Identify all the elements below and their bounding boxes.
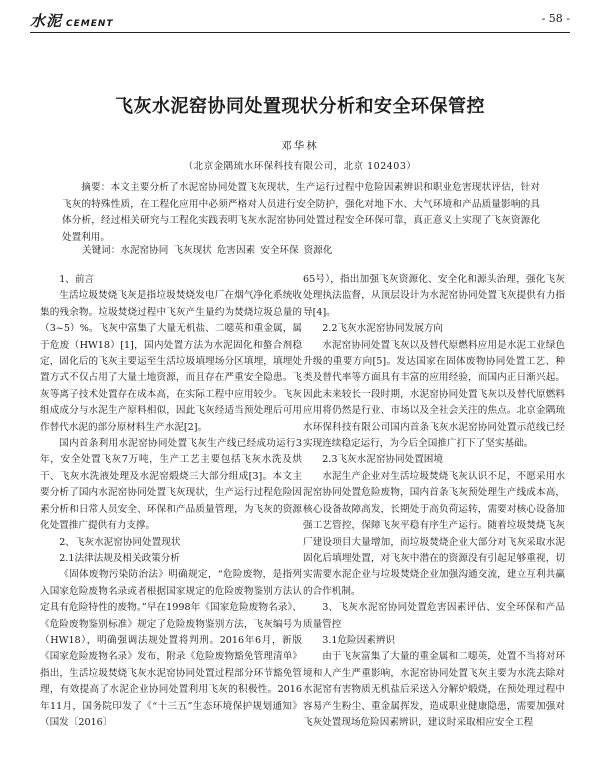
- body-paragraph: 65号），指出加强飞灰资源化、安全化和源头治理，强化飞灰处理执法监督，从顶层设计为水泥窑协同处置飞灰提供有力指导[4]。: [303, 274, 565, 318]
- section-heading: 1、前言: [59, 274, 95, 285]
- body-column-right: [303, 272, 565, 731]
- section-heading: 2、飞灰水泥窑协同处置现状: [59, 536, 181, 548]
- body-paragraph: 生活垃圾焚烧飞灰是指垃圾焚烧发电厂在烟气净化系统收集的残余物。垃圾焚烧过程中飞灰产生量约为焚烧垃圾总量的（3~5）%。飞灰中富集了大量无机盐、二噁英和重金属，属于危废（HW18）[1]，国内处置方法为水泥固化和螯合剂稳定，固化后的飞灰主要运至生活垃圾填埋场分区填埋，填埋处置方式不仅占用了大量土地资源，而且存在严重安全隐患。飞灰等离子技术处置存在成本高，在实际工程中应用较少。飞灰组成成分与水泥生产原料相似，因此飞灰经适当预处理后可用作替代水泥的部分原材料生产水泥[2]。: [40, 290, 302, 433]
- subsection-heading: 3.1危险因素辨识: [322, 634, 396, 646]
- body-paragraph: 水泥生产企业对生活垃圾焚烧飞灰认识不足，不愿采用水泥窑协同处置危险废物，国内首条飞灰预处理生产线成本高，核心设备故障高发，长期处于高负荷运转，需要对核心设备加强工艺管控，保障飞灰平稳有序生产运行。随着垃圾焚烧飞灰厂建设项目大量增加，而垃圾焚烧企业大部分对飞灰采取水泥固化后填埋处置，对飞灰中潜在的资源没有引起足够重视，切实需要水泥企业与垃圾焚烧企业加强沟通交流，建立互利共赢的合作机制。: [303, 470, 565, 597]
- body-paragraph: 《固体废物污染防治法》明确规定，“危险废物，是指列入国家危险废物名录或者根据国家规定的危险废物鉴别方法认定具有危险特性的废物。”早在1998年《国家危险废物名录》、《危险废物鉴别标准》规定了危险废物鉴别方法，飞灰编号为（HW18），明确强调法规处置将判刑。2016年6月，新版《国家危险废物名录》发布，附录《危险废物豁免管理清单》指出，生活垃圾焚烧飞灰水泥窑协同处置过程部分环节豁免管理，有效提高了水泥企业协同处置利用飞灰的积极性。2016年11月，国务院印发了《“十三五”生态环境保护规划通知》（国发〔2016〕: [40, 569, 302, 728]
- subsection-heading: 2.1法律法规及相关政策分析: [59, 552, 180, 564]
- body-paragraph: 水泥窑协同处置飞灰以及替代原燃料应用是水泥工业绿色升级的重要方向[5]。发达国家在固体废物协同处置工艺、种类及替代率等方面具有丰富的应用经验，而国内正日渐兴起。因此未来较长一段时期，水泥窑协同处置飞灰以及替代原燃料应用将仍然是行业、市场以及全社会关注的焦点。北京金隅琉水环保科技有限公司国内首条飞灰水泥窑协同处置示范线已经实现连续稳定运行，为今后全国推广打下了坚实基础。: [303, 339, 565, 450]
- subsection-heading: 2.3飞灰水泥窑协同处置困境: [322, 454, 443, 466]
- header-rule: [30, 32, 570, 33]
- running-header: [30, 8, 570, 34]
- journal-name-cn: 水泥: [30, 12, 63, 30]
- body-paragraph: 国内首条利用水泥窑协同处置飞灰生产线已经成功运行3年，安全处置飞灰7万吨，生产工艺主要包括飞灰水洗及烘干、飞灰水洗液处理及水泥窑煅烧三大部分组成[3]。本文主要分析了国内水泥窑协同处置飞灰现状，生产运行过程危险因素分析和日常人员安全、环保和产品质量管理，为飞灰的资源化处置推广提供有力支撑。: [40, 438, 302, 532]
- author-affiliation: （北京金隅琉水环保科技有限公司，北京 102403）: [183, 161, 417, 172]
- keywords: 关键词：水泥窑协同 飞灰现状 危害因素 安全环保 资源化: [82, 245, 333, 256]
- abstract: 摘要：本文主要分析了水泥窑协同处置飞灰现状，生产运行过程中危险因素辨识和职业危害现状评估，针对飞灰的特殊性质，在工程化应用中必须严格对人员进行安全防护，强化对地下水、大气环境和产品质量影响的具体分析，经过相关研究与工程化实践表明飞灰水泥窑协同处置过程安全环保可靠，真正意义上实现了飞灰资源化处置利用。: [62, 182, 540, 243]
- journal-name-en: CEMENT: [66, 19, 114, 29]
- body-paragraph: 由于飞灰富集了大量的重金属和二噁英，处置不当将对环境和人产生严重影响，水泥窑协同处置飞灰主要为水洗去除对水泥窑有害物质无机盐后采送入分解炉煅烧，在预处理过程中容易产生粉尘、重金属挥发，造成职业健康隐患，需要加强对飞灰处置现场危险因素辨识，建议时采取相应安全工程: [303, 651, 565, 728]
- article-title: 飞灰水泥窑协同处置现状分析和安全环保管控: [115, 96, 485, 117]
- section-heading: 3、飞灰水泥窑协同处置危害因素评估、安全环保和产品质量管控: [303, 602, 565, 630]
- journal-name: [30, 10, 114, 31]
- author-name: 邓华林: [281, 140, 319, 152]
- page-number: - 58 -: [541, 12, 570, 25]
- body-column-left: [40, 272, 302, 731]
- subsection-heading: 2.2飞灰水泥窑协同发展方向: [322, 323, 443, 335]
